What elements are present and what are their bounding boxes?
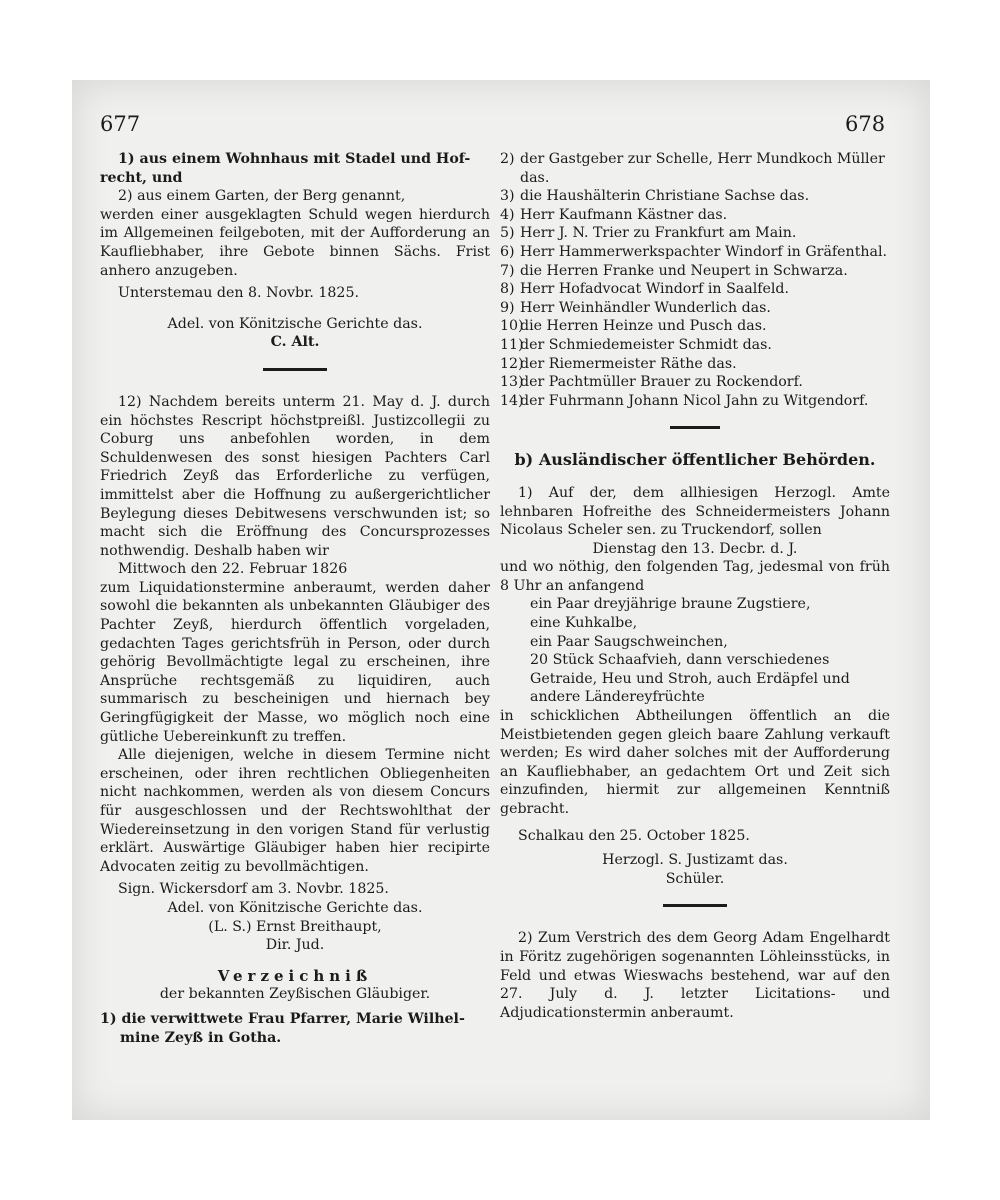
notice-b1-body-2: in schicklichen Abtheilungen öffentlich an die Meistbietenden gegen gleich baare Zahlung verkauft werden; Es wird daher solches mit der Aufforderung an Kaufliebhaber, an gedachtem Ort und Zeit sich einzufinden, hiermit zur allgemeinen Kenntniß gebracht. — [500, 708, 890, 817]
list-item: 8) Herr Hofadvocat Windorf in Saalfeld. — [500, 281, 790, 298]
item-2-line: 2) aus einem Garten, der Berg genannt, — [118, 188, 406, 205]
item-1-cont: recht, und — [100, 169, 183, 186]
goods-item: 20 Stück Schaafvieh, dann verschiedenes Getraide, Heu und Stroh, auch Erdäpfel und andere Ländereyfrüchte — [530, 652, 850, 706]
right-column — [500, 150, 890, 1022]
notice-b1-body: 1) Auf der, dem allhiesigen Herzogl. Amte lehnbaren Hofreithe des Schneidermeisters Johann Nicolaus Scheler sen. zu Truckendorf, sollen — [500, 484, 890, 539]
notice-b1-court: Herzogl. S. Justizamt das. — [602, 852, 788, 869]
sign-place: Sign. Wickersdorf am 3. Novbr. 1825. — [118, 881, 389, 898]
notice-12-body: 12) Nachdem bereits unterm 21. May d. J. durch ein höchstes Rescript höchstpreißl. Justizcollegii zu Coburg uns anbefohlen worden, in dem Schuldenwesen des sonst hiesigen Pachters Carl Friedrich Zeyß das Erforderliche zu verfügen, immittelst aber die Hoffnung zu außergerichtlicher Beylegung dieses Debitwesens verschwunden ist; so macht sich die Eröffnung des Concursprozesses nothwendig. Deshalb haben wir — [100, 393, 490, 559]
list-item: 2) der Gastgeber zur Schelle, Herr Mundkoch Müller das. — [500, 151, 885, 186]
separator-rule — [263, 368, 327, 371]
item-1-line: 1) aus einem Wohnhaus mit Stadel und Hof- — [118, 151, 471, 167]
goods-list — [500, 595, 890, 707]
creditor-1-line: 1) die verwittwete Frau Pfarrer, Marie Wilhel- — [100, 1010, 465, 1027]
creditor-list-title: Verzeichniß — [217, 966, 373, 985]
sign-title: Dir. Jud. — [265, 937, 325, 954]
notice-2-body: 2) Zum Verstrich des dem Georg Adam Engelhardt in Föritz zugehörigen sogenannten Löhleinsstücks, in Feld und etwas Wieswachs bestehend, war auf den 27. July d. J. letzter Licitations- und Adjudicationstermin anberaumt. — [500, 930, 890, 1021]
place-date: Unterstemau den 8. Novbr. 1825. — [118, 285, 359, 302]
list-item: 6) Herr Hammerwerkspachter Windorf in Gräfenthal. — [500, 243, 888, 260]
item-2-body: werden einer ausgeklagten Schuld wegen hierdurch im Allgemeinen feilgeboten, mit der Aufforderung an Kaufliebhaber, ihre Gebote binnen Sächs. Frist anhero anzugeben. — [100, 206, 490, 279]
signer: C. Alt. — [270, 334, 320, 351]
list-item: 7) die Herren Franke und Neupert in Schwarza. — [500, 262, 848, 279]
notice-b1-place-date: Schalkau den 25. October 1825. — [518, 827, 750, 844]
page-number-right: 678 — [845, 112, 886, 136]
creditor-1-cont: mine Zeyß in Gotha. — [120, 1029, 282, 1046]
list-item: 11) der Schmiedemeister Schmidt das. — [500, 336, 772, 353]
separator-rule — [663, 904, 727, 907]
notice-12-date: Mittwoch den 22. Februar 1826 — [118, 561, 348, 578]
list-item: 9) Herr Weinhändler Wunderlich das. — [500, 299, 771, 316]
sign-name: (L. S.) Ernst Breithaupt, — [208, 918, 382, 935]
creditor-list — [500, 150, 890, 410]
court-name: Adel. von Könitzische Gerichte das. — [167, 315, 423, 332]
goods-item: ein Paar Saugschweinchen, — [530, 633, 728, 650]
notice-12-body-2: zum Liquidationstermine anberaumt, werden daher sowohl die bekannten als unbekannten Gläubiger des Pachter Zeyß, hierdurch öffentlich vorgeladen, gedachten Tages gerichtsfrüh in Person, oder durch gehörig Bevollmächtigte legal zu erscheinen, ihre Ansprüche rechtsgemäß zu liquidiren, auch summarisch zu bescheinigen und hiernach bey Geringfügigkeit der Masse, wo möglich noch eine gütliche Uebereinkunft zu treffen. — [100, 579, 490, 745]
list-item: 14) der Fuhrmann Johann Nicol Jahn zu Witgendorf. — [500, 392, 869, 409]
list-item: 5) Herr J. N. Trier zu Frankfurt am Main. — [500, 225, 797, 242]
sign-court: Adel. von Könitzische Gerichte das. — [167, 899, 423, 916]
list-item: 3) die Haushälterin Christiane Sachse das. — [500, 188, 810, 205]
page-number-left: 677 — [100, 112, 141, 136]
creditor-list-subtitle: der bekannten Zeyßischen Gläubiger. — [159, 986, 431, 1003]
section-heading: b) Ausländischer öffentlicher Behörden. — [514, 450, 876, 470]
notice-b1-signer: Schüler. — [665, 870, 725, 887]
notice-12-body-3: Alle diejenigen, welche in diesem Termine nicht erscheinen, oder ihren rechtlichen Obliegenheiten nicht nachkommen, werden als von diesem Concurs für ausgeschlossen und der Rechtswohlthat der Wiedereinsetzung in den vorigen Stand für verlustig erklärt. Auswärtige Gläubiger haben hier recipirte Advocaten zeitig zu bevollmächtigen. — [100, 747, 490, 875]
separator-rule — [670, 426, 720, 429]
list-item: 12) der Riemermeister Räthe das. — [500, 355, 737, 372]
list-item: 10) die Herren Heinze und Pusch das. — [500, 318, 767, 335]
goods-item: eine Kuhkalbe, — [530, 615, 638, 632]
list-item: 13) der Pachtmüller Brauer zu Rockendorf. — [500, 374, 803, 391]
left-column — [100, 150, 490, 1047]
goods-item: ein Paar dreyjährige braune Zugstiere, — [530, 596, 811, 613]
list-item: 4) Herr Kaufmann Kästner das. — [500, 206, 728, 223]
notice-b1-date: Dienstag den 13. Decbr. d. J. — [592, 540, 798, 557]
notice-b1-time: und wo nöthig, den folgenden Tag, jedesmal von früh 8 Uhr an anfangend — [500, 559, 890, 594]
